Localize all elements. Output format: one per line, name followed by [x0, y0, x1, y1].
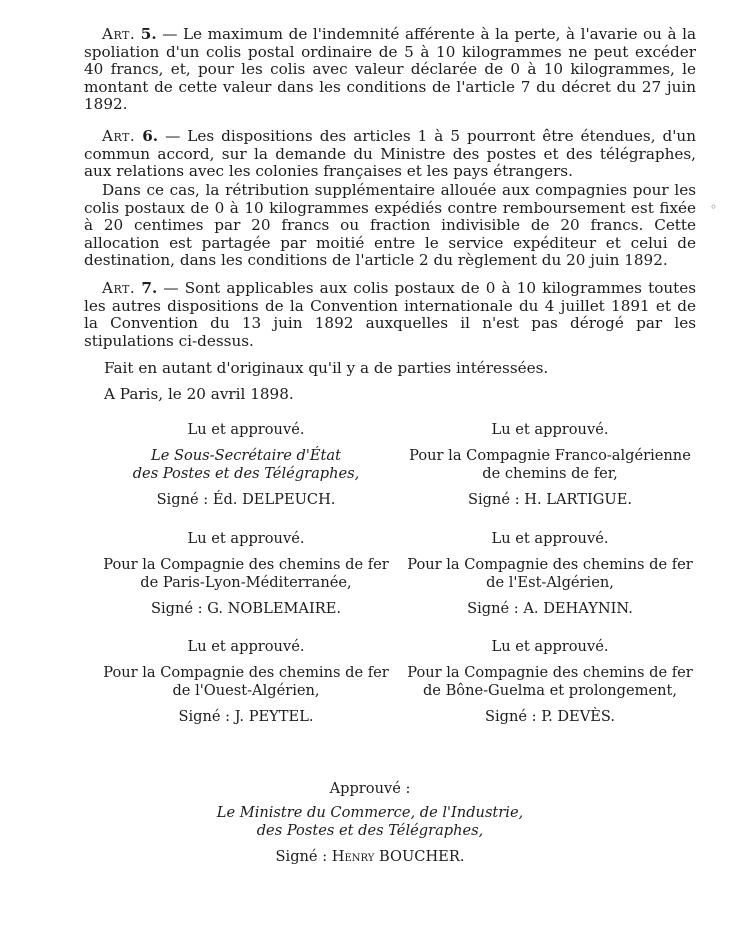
lu-et-approuve: Lu et approuvé. [187, 638, 305, 655]
article-7-text: — Sont applicables aux colis postaux de 0 à 10 kilogrammes toutes les autres dispositions de la Convention internationale du 4 juillet 1891 et de la Convention du 13 juin 1892 auxquelles il n'est pas dérogé par les stipulations ci-dessus. [84, 279, 697, 350]
organization-line: Le Sous-Secrétaire d'État [151, 447, 341, 464]
lu-et-approuve: Lu et approuvé. [491, 638, 609, 655]
organization-line: des Postes et des Télégraphes, [132, 465, 360, 482]
closing-date: A Paris, le 20 avril 1898. [104, 385, 294, 403]
lu-et-approuve: Lu et approuvé. [491, 530, 609, 547]
article-6-paragraph-2: Dans ce cas, la rétribution supplémentaire allouée aux compagnies pour les colis postaux de 0 à 10 kilogrammes expédiés contre remboursement est fixée à 20 centimes par 20 francs ou fraction indivisible de 20 francs. Cette allocation est partagée par moitié entre le service expéditeur et celui de destination, dans les conditions de l'article 2 du règlement du 20 juin 1892. [84, 181, 696, 270]
signatory-delpeuch [96, 421, 396, 509]
signature-prefix: Signé : [467, 600, 524, 617]
organization-line: de chemins de fer, [482, 465, 618, 482]
organization-line: de Paris-Lyon-Méditerranée, [140, 574, 352, 591]
organization-line: de l'Ouest-Algérien, [172, 682, 320, 699]
signature-name: G. NOBLEMAIRE. [207, 600, 341, 617]
signature-prefix: Signé : [275, 848, 332, 865]
article-5-number: 5. [140, 25, 157, 43]
article-6-text: — Les dispositions des articles 1 à 5 pourront être étendues, d'un commun accord, sur la demande du Ministre des postes et des télégraphes, aux relations avec les colonies françaises et les pays étrangers. [84, 127, 696, 181]
article-7-number: 7. [141, 279, 158, 297]
signature-name: J. PEYTEL. [234, 708, 314, 725]
signature-prefix: Signé : [178, 708, 235, 725]
signature-name: A. DEHAYNIN. [523, 600, 633, 617]
signature-line [96, 491, 396, 509]
lu-et-approuve: Lu et approuvé. [187, 530, 305, 547]
signature-line [96, 708, 396, 726]
article-7 [84, 280, 696, 350]
signature-first-name: Henry [331, 848, 375, 865]
article-5-text: — Le maximum de l'indemnité afférente à la perte, à l'avarie ou à la spoliation d'un colis postal ordinaire de 5 à 10 kilogrammes ne peut excéder 40 francs, et, pour les colis avec valeur déclarée de 0 à 10 kilogrammes, le montant de cette valeur dans les conditions de l'article 7 du décret du 27 juin 1892. [84, 25, 696, 114]
approval-signature [180, 848, 560, 866]
lu-et-approuve: Lu et approuvé. [187, 421, 305, 438]
article-6-label: Art. [102, 127, 136, 145]
approval-line-2: des Postes et des Télégraphes, [256, 822, 484, 839]
organization-line: Pour la Compagnie des chemins de fer [407, 556, 693, 573]
signature-line [96, 600, 396, 618]
signatory-deves [400, 638, 700, 726]
signature-prefix: Signé : [156, 491, 213, 508]
signature-line [400, 600, 700, 618]
minister-approval [180, 780, 560, 866]
signature-name: Éd. DELPEUCH. [212, 491, 336, 508]
lu-et-approuve: Lu et approuvé. [491, 421, 609, 438]
article-5 [84, 26, 696, 114]
article-5-label: Art. [102, 25, 136, 43]
signature-line [400, 491, 700, 509]
organization-line: Pour la Compagnie des chemins de fer [103, 664, 389, 681]
organization-line: Pour la Compagnie des chemins de fer [103, 556, 389, 573]
signatory-lartigue [400, 421, 700, 509]
approval-line-1: Le Ministre du Commerce, de l'Industrie, [216, 804, 524, 821]
article-6 [84, 128, 696, 181]
signatory-dehaynin [400, 530, 700, 618]
approval-title: Approuvé : [329, 780, 411, 797]
signatory-noblemaire [96, 530, 396, 618]
organization-line: de l'Est-Algérien, [486, 574, 614, 591]
signature-line [400, 708, 700, 726]
signature-prefix: Signé : [468, 491, 525, 508]
closing-fait: Fait en autant d'originaux qu'il y a de parties intéressées. [104, 359, 549, 377]
article-7-label: Art. [102, 279, 136, 297]
margin-ink-mark: ◦ [710, 200, 718, 214]
signature-name: P. DEVÈS. [541, 708, 616, 725]
signature-prefix: Signé : [151, 600, 208, 617]
article-6-number: 6. [142, 127, 159, 145]
organization-line: de Bône-Guelma et prolongement, [422, 682, 678, 699]
organization-line: Pour la Compagnie Franco-algérienne [409, 447, 691, 464]
signature-prefix: Signé : [484, 708, 542, 725]
signature-last-name: BOUCHER. [374, 848, 465, 865]
signature-name: H. LARTIGUE. [524, 491, 632, 508]
organization-line: Pour la Compagnie des chemins de fer [407, 664, 693, 681]
signatory-peytel [96, 638, 396, 726]
